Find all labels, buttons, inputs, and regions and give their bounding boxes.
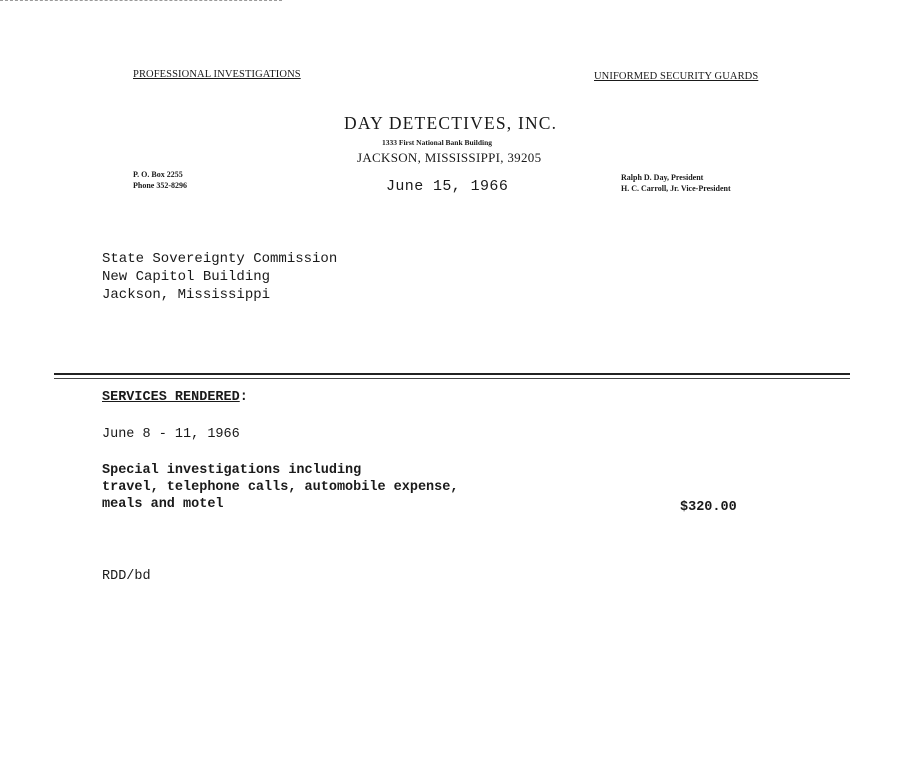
officer-president: Ralph D. Day, President bbox=[621, 173, 704, 182]
letter-date: June 15, 1966 bbox=[386, 178, 509, 195]
amount-due: $320.00 bbox=[680, 500, 737, 515]
recipient-line: Jackson, Mississippi bbox=[102, 287, 271, 303]
officer-vice-president: H. C. Carroll, Jr. Vice-President bbox=[621, 184, 731, 193]
services-heading bbox=[102, 390, 248, 405]
company-building: 1333 First National Bank Building bbox=[382, 138, 493, 147]
phone-number: Phone 352-8296 bbox=[133, 181, 187, 190]
right-tagline: UNIFORMED SECURITY GUARDS bbox=[594, 71, 759, 82]
left-tagline: PROFESSIONAL INVESTIGATIONS bbox=[133, 69, 301, 80]
service-period: June 8 - 11, 1966 bbox=[102, 427, 240, 442]
company-city: JACKSON, MISSISSIPPI, 39205 bbox=[357, 150, 542, 165]
description-line: meals and motel bbox=[102, 497, 224, 512]
recipient-line: State Sovereignty Commission bbox=[102, 251, 338, 267]
contact-block bbox=[133, 169, 187, 191]
recipient-line: New Capitol Building bbox=[102, 269, 271, 285]
divider-thick bbox=[54, 373, 850, 375]
po-box: P. O. Box 2255 bbox=[133, 170, 183, 179]
recipient-address bbox=[102, 250, 337, 304]
description-line: travel, telephone calls, automobile expense, bbox=[102, 480, 459, 495]
scan-edge-dashes bbox=[0, 0, 282, 1]
divider-thin bbox=[54, 378, 850, 379]
company-name: DAY DETECTIVES, INC. bbox=[344, 113, 558, 133]
officers-block bbox=[621, 172, 731, 194]
services-heading-label: SERVICES RENDERED bbox=[102, 390, 240, 405]
typist-initials: RDD/bd bbox=[102, 569, 151, 584]
description-line: Special investigations including bbox=[102, 463, 362, 478]
services-heading-colon: : bbox=[239, 390, 248, 405]
service-description bbox=[102, 462, 458, 513]
